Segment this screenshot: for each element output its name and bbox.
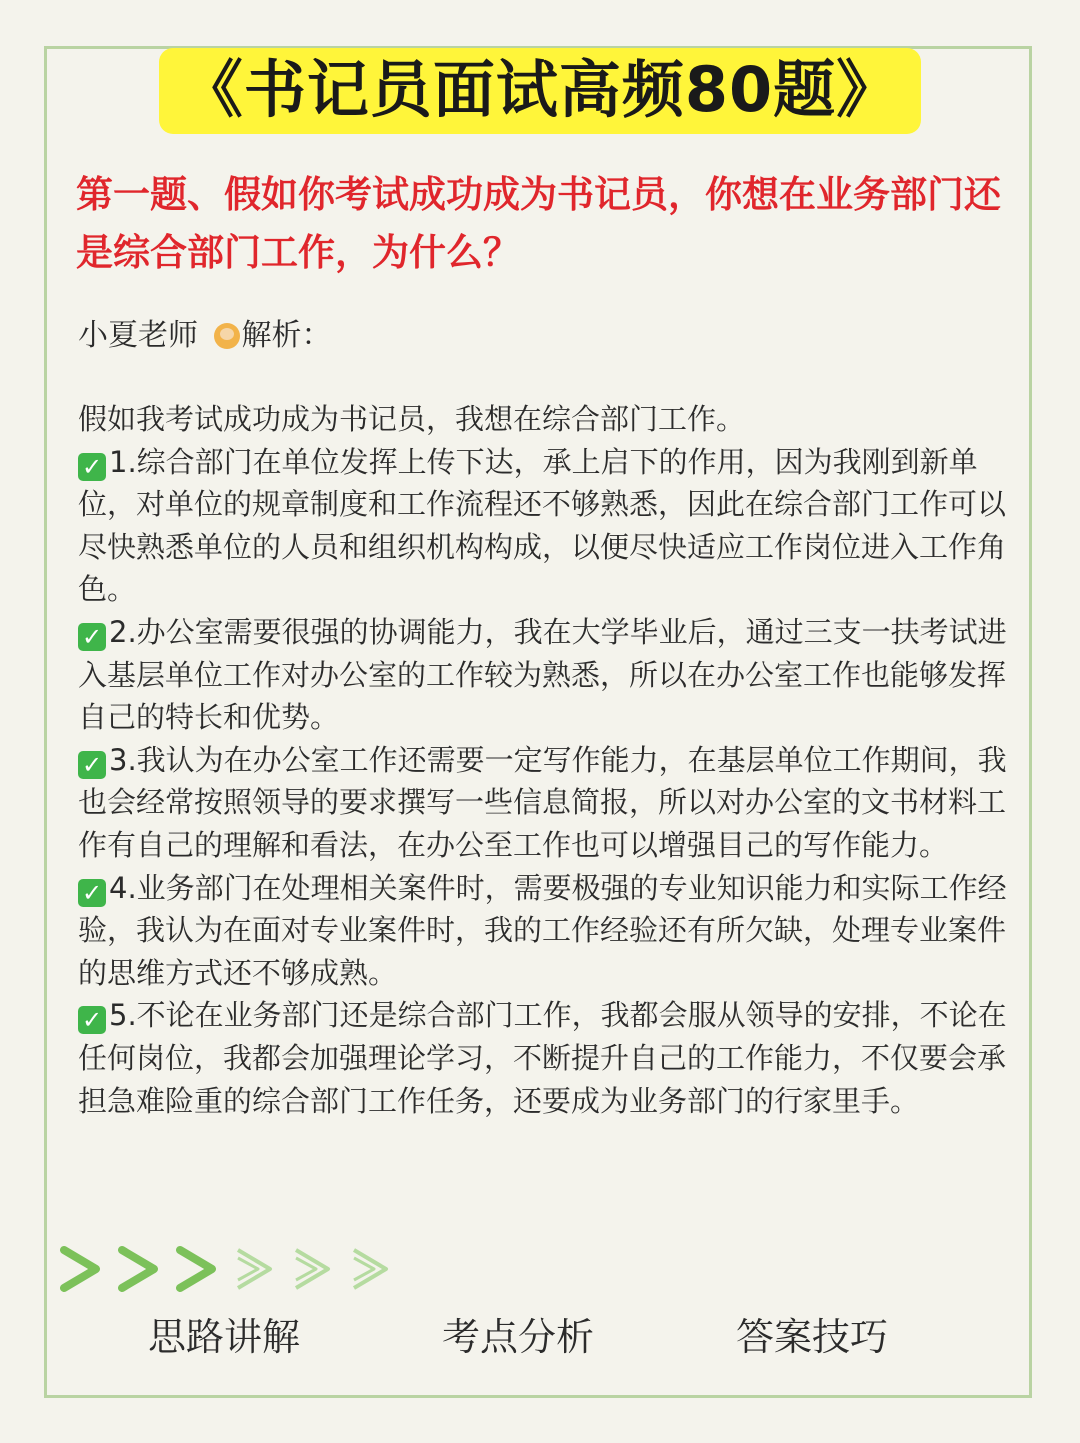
answer-point-text: 3.我认为在办公室工作还需要一定写作能力，在基层单位工作期间，我也会经常按照领导的要求撰写一些信息简报，所以对办公室的文书材料工作有自己的理解和看法，在办公至工作也可以增强目己的写作能力。 [78, 742, 1007, 862]
teacher-suffix: 解析： [241, 318, 332, 353]
answer-point-4 [78, 867, 1008, 995]
teacher-line [78, 312, 332, 360]
decorative-arrows [60, 1240, 400, 1300]
check-mark-icon: ✓ [78, 751, 106, 779]
chevron-right-icon [296, 1250, 328, 1288]
check-mark-icon: ✓ [78, 453, 106, 481]
answer-intro: 假如我考试成功成为书记员，我想在综合部门工作。 [78, 402, 746, 436]
answer-point-2 [78, 611, 1008, 739]
title-container [0, 48, 1080, 134]
check-mark-icon: ✓ [78, 879, 106, 907]
chevron-right-icon [180, 1250, 212, 1288]
answer-point-1 [78, 441, 1008, 611]
page-title: 《书记员面试高频80题》 [159, 48, 921, 134]
check-mark-icon: ✓ [78, 1006, 106, 1034]
answer-body [78, 398, 1008, 1122]
chevron-right-icon [122, 1250, 154, 1288]
footer-item-analysis: 考点分析 [442, 1315, 595, 1359]
answer-point-text: 1.综合部门在单位发挥上传下达，承上启下的作用，因为我刚到新单位，对单位的规章制度和工作流程还不够熟悉，因此在综合部门工作可以尽快熟悉单位的人员和组织机构构成，以便尽快适应工作岗位进入工作角色。 [78, 444, 1007, 607]
answer-point-5 [78, 994, 1008, 1122]
answer-point-text: 4.业务部门在处理相关案件时，需要极强的专业知识能力和实际工作经验，我认为在面对专业案件时，我的工作经验还有所欠缺，处理专业案件的思维方式还不够成熟。 [78, 870, 1007, 990]
teacher-name: 小夏老师 [78, 318, 198, 353]
chevron-right-icon [64, 1250, 96, 1288]
chevron-right-icon [354, 1250, 386, 1288]
answer-point-text: 2.办公室需要很强的协调能力，我在大学毕业后，通过三支一扶考试进入基层单位工作对办公室的工作较为熟悉，所以在办公室工作也能够发挥自己的特长和优势。 [78, 614, 1007, 735]
question-heading: 第一题、假如你考试成功成为书记员，你想在业务部门还是综合部门工作，为什么？ [76, 173, 1001, 274]
footer-item-tips: 答案技巧 [736, 1315, 889, 1359]
teacher-emoji-icon [214, 323, 240, 349]
check-mark-icon: ✓ [78, 623, 106, 651]
chevron-right-icon [238, 1250, 270, 1288]
footer-item-approach: 思路讲解 [148, 1315, 301, 1359]
answer-point-3 [78, 739, 1008, 867]
answer-point-text: 5.不论在业务部门还是综合部门工作，我都会服从领导的安排，不论在任何岗位，我都会加强理论学习，不断提升自己的工作能力，不仅要会承担急难险重的综合部门工作任务，还要成为业务部门的行家里手。 [78, 998, 1007, 1118]
